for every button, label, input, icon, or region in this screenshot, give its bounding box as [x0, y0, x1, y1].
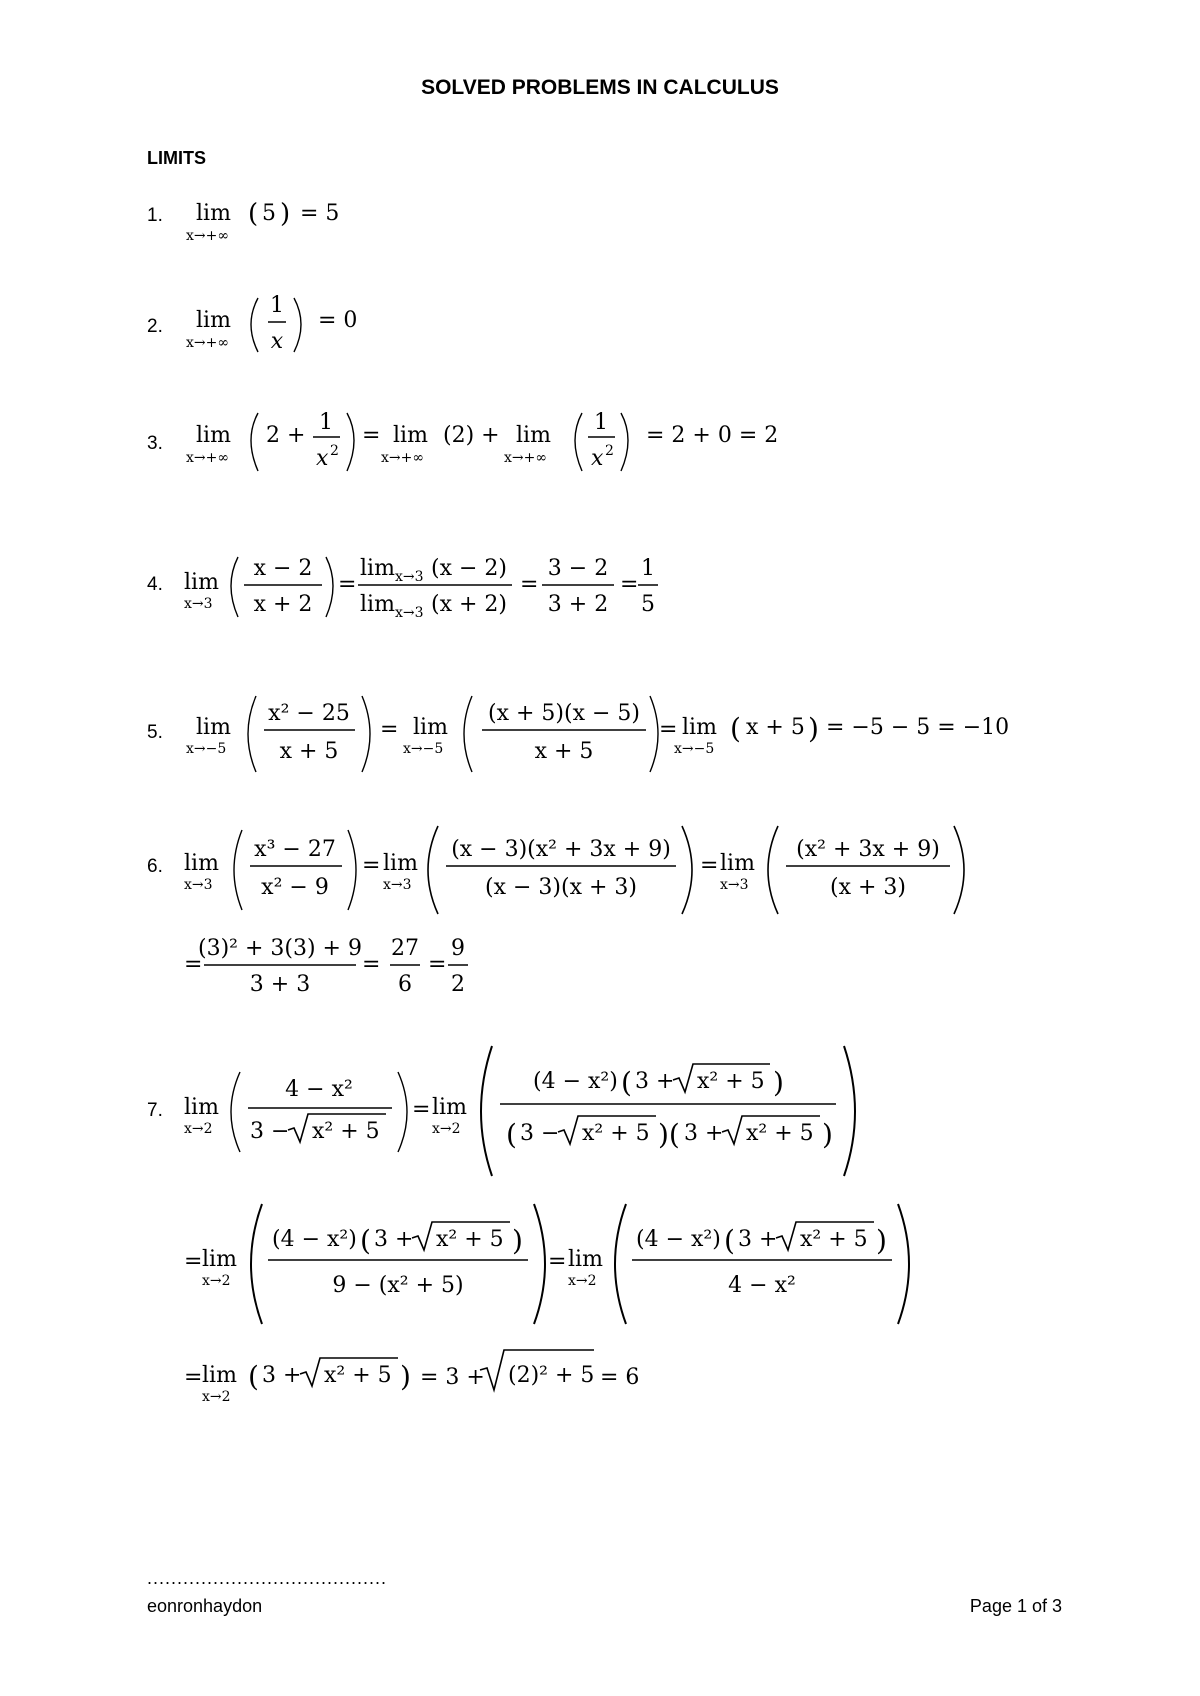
svg-text:3 +: 3 +: [635, 1069, 675, 1094]
svg-text:x² + 5: x² + 5: [324, 1363, 392, 1388]
svg-text:x→2: x→2: [202, 1389, 231, 1405]
svg-text:4 − x²: 4 − x²: [728, 1273, 796, 1298]
svg-text:= −5 − 5 = −10: = −5 − 5 = −10: [826, 715, 1010, 740]
section-heading: LIMITS: [147, 148, 206, 168]
svg-text:x: x: [270, 329, 284, 354]
problem-number: 2.: [147, 316, 163, 337]
svg-text:x² − 25: x² − 25: [268, 701, 350, 726]
svg-text:x: x: [316, 446, 329, 471]
svg-text:x² + 5: x² + 5: [582, 1121, 650, 1146]
svg-text:9: 9: [451, 936, 465, 961]
problem-6-continuation: [0, 925, 1200, 1005]
svg-text:lim: lim: [202, 1247, 237, 1272]
svg-text:(x + 5)(x − 5): (x + 5)(x − 5): [488, 701, 640, 726]
footer-author: eonronhaydon: [147, 1596, 263, 1616]
svg-text:x² + 5: x² + 5: [800, 1227, 868, 1252]
svg-text:x³ − 27: x³ − 27: [254, 837, 336, 862]
svg-text:lim: lim: [202, 1363, 237, 1388]
svg-text:lim: lim: [432, 1095, 467, 1120]
svg-text:lim: lim: [196, 423, 231, 448]
svg-text:x→−5: x→−5: [186, 741, 227, 757]
svg-text:x→−5: x→−5: [403, 741, 444, 757]
svg-text:x + 5: x + 5: [279, 739, 339, 764]
svg-text:lim: lim: [682, 715, 717, 740]
svg-text:= 0: = 0: [318, 308, 358, 333]
svg-text:x + 5: x + 5: [534, 739, 594, 764]
svg-text:lim: lim: [196, 715, 231, 740]
svg-text:x→−5: x→−5: [674, 741, 715, 757]
problem-4-equation: [0, 545, 1200, 625]
svg-text:): ): [400, 1360, 411, 1393]
svg-text:6: 6: [398, 972, 412, 997]
svg-text:3 +: 3 +: [684, 1121, 724, 1146]
svg-text:(2) +: (2) +: [443, 423, 500, 448]
svg-text:(: (: [248, 199, 259, 229]
problem-7-continuation-2: [0, 1350, 1200, 1430]
problem-3-equation: [0, 405, 1200, 485]
svg-text:1: 1: [319, 410, 333, 435]
svg-text:=: =: [184, 1249, 203, 1274]
problem-number: 5.: [147, 722, 163, 743]
svg-text:(: (: [506, 1118, 517, 1151]
svg-text:(: (: [360, 1224, 371, 1257]
svg-text:lim: lim: [196, 201, 231, 226]
svg-text:(4 − x²): (4 − x²): [533, 1069, 618, 1094]
svg-text:1: 1: [594, 410, 608, 435]
svg-text:x→+∞: x→+∞: [504, 450, 548, 466]
svg-text:x→3: x→3: [720, 877, 749, 893]
problem-number: 1.: [147, 205, 163, 226]
svg-text:(x − 3)(x² + 3x + 9): (x − 3)(x² + 3x + 9): [451, 837, 671, 862]
problem-number: 4.: [147, 574, 163, 595]
svg-text:5: 5: [641, 592, 655, 617]
svg-text:x: x: [591, 446, 604, 471]
svg-text:=: =: [362, 423, 381, 448]
svg-text:x→+∞: x→+∞: [186, 450, 230, 466]
svg-text:x→3: x→3: [395, 605, 424, 621]
svg-text:x→2: x→2: [432, 1121, 461, 1137]
svg-text:2: 2: [330, 443, 339, 459]
svg-text:(x² + 3x + 9): (x² + 3x + 9): [796, 837, 940, 862]
svg-text:27: 27: [391, 936, 419, 961]
svg-text:(x + 2): (x + 2): [431, 592, 507, 617]
svg-text:x→3: x→3: [383, 877, 412, 893]
problem-2-equation: [0, 290, 1200, 370]
svg-text:lim: lim: [383, 851, 418, 876]
svg-text:(: (: [724, 1224, 735, 1257]
svg-text:3 + 2: 3 + 2: [547, 592, 609, 617]
svg-text:x² + 5: x² + 5: [697, 1069, 765, 1094]
svg-text:x − 2: x − 2: [253, 556, 313, 581]
footer-rule: ........................................: [147, 1568, 388, 1588]
svg-text:=: =: [548, 1249, 567, 1274]
svg-text:lim: lim: [184, 570, 219, 595]
svg-text:): ): [876, 1224, 887, 1257]
svg-text:lim: lim: [413, 715, 448, 740]
svg-text:x→3: x→3: [395, 569, 424, 585]
svg-text:(: (: [621, 1066, 632, 1099]
svg-text:(4 − x²): (4 − x²): [272, 1227, 357, 1252]
svg-text:x→3: x→3: [184, 596, 213, 612]
problem-5-equation: [0, 690, 1200, 780]
svg-text:lim: lim: [720, 851, 755, 876]
page-number: Page 1 of 3: [969, 1596, 1062, 1616]
svg-text:=: =: [700, 853, 719, 878]
svg-text:x² + 5: x² + 5: [746, 1121, 814, 1146]
svg-text:lim: lim: [393, 423, 428, 448]
svg-text:x + 2: x + 2: [253, 592, 313, 617]
svg-text:x² − 9: x² − 9: [261, 875, 329, 900]
svg-text:4 − x²: 4 − x²: [285, 1077, 353, 1102]
svg-text:1: 1: [641, 556, 655, 581]
svg-text:2: 2: [605, 443, 614, 459]
svg-text:x→2: x→2: [202, 1273, 231, 1289]
svg-text:1: 1: [270, 293, 284, 318]
svg-text:=: =: [184, 952, 203, 977]
svg-text:3 + 3: 3 + 3: [249, 972, 311, 997]
svg-text:): ): [773, 1066, 784, 1099]
svg-text:): ): [808, 712, 819, 745]
svg-text:3 +: 3 +: [374, 1227, 414, 1252]
svg-text:lim: lim: [196, 308, 231, 333]
svg-text:lim: lim: [516, 423, 551, 448]
problem-7-equation: [0, 1040, 1200, 1180]
svg-text:): ): [822, 1118, 833, 1151]
problem-number: 3.: [147, 433, 163, 454]
svg-text:lim: lim: [184, 1095, 219, 1120]
svg-text:3 +: 3 +: [262, 1363, 302, 1388]
svg-text:x→3: x→3: [184, 877, 213, 893]
svg-text:(: (: [730, 712, 741, 745]
svg-text:=: =: [380, 717, 399, 742]
problem-7-continuation-1: [0, 1200, 1200, 1330]
svg-text:= 6: = 6: [600, 1365, 640, 1390]
svg-text:=: =: [620, 572, 639, 597]
svg-text:5: 5: [262, 201, 276, 226]
svg-text:(4 − x²): (4 − x²): [636, 1227, 721, 1252]
page-title: SOLVED PROBLEMS IN CALCULUS: [421, 76, 779, 99]
svg-text:3 − 2: 3 − 2: [547, 556, 609, 581]
svg-text:3 −: 3 −: [520, 1121, 560, 1146]
svg-text:=: =: [520, 572, 539, 597]
svg-text:=: =: [184, 1365, 203, 1390]
svg-text:(x − 3)(x + 3): (x − 3)(x + 3): [485, 875, 637, 900]
svg-text:=: =: [362, 952, 381, 977]
svg-text:(: (: [248, 1360, 259, 1393]
svg-text:x→+∞: x→+∞: [186, 228, 230, 244]
svg-text:x→2: x→2: [184, 1121, 213, 1137]
svg-text:x² + 5: x² + 5: [436, 1227, 504, 1252]
svg-text:=: =: [428, 952, 447, 977]
svg-text:3 −: 3 −: [250, 1119, 290, 1144]
svg-text:=: =: [338, 572, 357, 597]
svg-text:)(: )(: [658, 1118, 680, 1151]
svg-text:2 +: 2 +: [266, 423, 306, 448]
svg-text:x→+∞: x→+∞: [186, 335, 230, 351]
problem-number: 6.: [147, 856, 163, 877]
svg-text:= 5: = 5: [300, 201, 340, 226]
svg-text:): ): [280, 199, 291, 229]
svg-text:x² + 5: x² + 5: [312, 1119, 380, 1144]
svg-text:lim: lim: [568, 1247, 603, 1272]
svg-text:(x − 2): (x − 2): [431, 556, 507, 581]
svg-text:lim: lim: [360, 592, 395, 617]
svg-text:x + 5: x + 5: [746, 715, 805, 740]
svg-text:x→2: x→2: [568, 1273, 597, 1289]
svg-text:9 − (x² + 5): 9 − (x² + 5): [332, 1273, 464, 1298]
svg-text:x→+∞: x→+∞: [381, 450, 425, 466]
svg-text:(2)² + 5: (2)² + 5: [508, 1363, 595, 1388]
svg-text:=: =: [412, 1097, 431, 1122]
svg-text:(3)² + 3(3) + 9: (3)² + 3(3) + 9: [198, 936, 362, 961]
svg-text:2: 2: [451, 972, 465, 997]
svg-text:=: =: [659, 717, 678, 742]
svg-text:= 2 + 0 = 2: = 2 + 0 = 2: [646, 423, 779, 448]
svg-text:): ): [512, 1224, 523, 1257]
problem-1-equation: [0, 190, 1200, 250]
svg-text:= 3 +: = 3 +: [420, 1365, 485, 1390]
problem-6-equation: [0, 822, 1200, 922]
svg-text:3 +: 3 +: [738, 1227, 778, 1252]
svg-text:lim: lim: [360, 556, 395, 581]
svg-text:lim: lim: [184, 851, 219, 876]
svg-text:(x + 3): (x + 3): [830, 875, 906, 900]
svg-text:=: =: [362, 853, 381, 878]
problem-number: 7.: [147, 1100, 163, 1121]
